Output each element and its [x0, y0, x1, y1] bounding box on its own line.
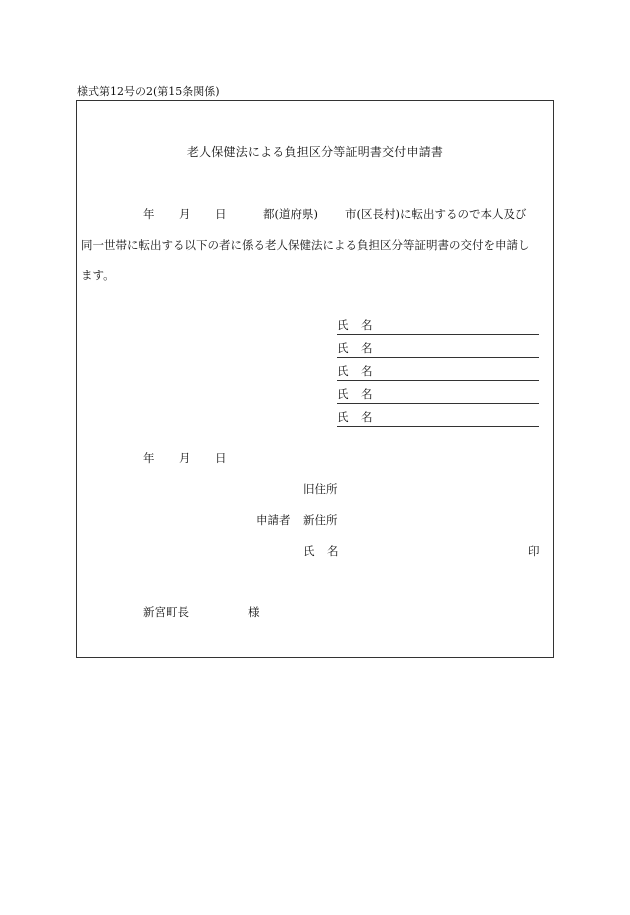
body-line-2: 同一世帯に転出する以下の者に係る老人保健法による負担区分等証明書の交付を申請し — [81, 238, 530, 252]
date-day: 日 — [215, 451, 227, 465]
addressee-mayor: 新宮町長 — [143, 605, 189, 619]
name-label-given: 名 — [361, 410, 373, 424]
name-label-surname: 氏 — [337, 318, 349, 332]
addressee-honorific: 様 — [248, 605, 260, 619]
name-field-4[interactable] — [337, 387, 539, 404]
applicant-label: 申請者 — [256, 513, 291, 527]
body-year: 年 — [143, 207, 155, 221]
application-form-frame — [76, 100, 554, 658]
seal-mark: 印 — [528, 544, 540, 558]
name-field-2[interactable] — [337, 341, 539, 358]
date-year: 年 — [143, 451, 155, 465]
date-month: 月 — [179, 451, 191, 465]
name-label-surname: 氏 — [337, 410, 349, 424]
body-month: 月 — [179, 207, 191, 221]
name-field-5[interactable] — [337, 410, 539, 427]
name-field-1[interactable] — [337, 318, 539, 335]
applicant-name-surname-label: 氏 — [303, 544, 315, 558]
body-line-3: ます。 — [81, 268, 115, 282]
form-title: 老人保健法による負担区分等証明書交付申請書 — [186, 145, 444, 159]
applicant-name-given-label: 名 — [327, 544, 339, 558]
name-label-given: 名 — [361, 387, 373, 401]
name-label-surname: 氏 — [337, 387, 349, 401]
old-address-label: 旧住所 — [303, 482, 338, 496]
body-city-text: 市(区長村)に転出するので本人及び — [345, 207, 527, 221]
name-label-given: 名 — [361, 364, 373, 378]
body-day: 日 — [215, 207, 227, 221]
form-number-label: 様式第12号の2(第15条関係) — [77, 85, 220, 98]
name-field-3[interactable] — [337, 364, 539, 381]
body-prefecture: 都(道府県) — [263, 207, 318, 221]
name-label-given: 名 — [361, 318, 373, 332]
name-label-surname: 氏 — [337, 341, 349, 355]
name-label-surname: 氏 — [337, 364, 349, 378]
new-address-label: 新住所 — [303, 513, 338, 527]
name-label-given: 名 — [361, 341, 373, 355]
